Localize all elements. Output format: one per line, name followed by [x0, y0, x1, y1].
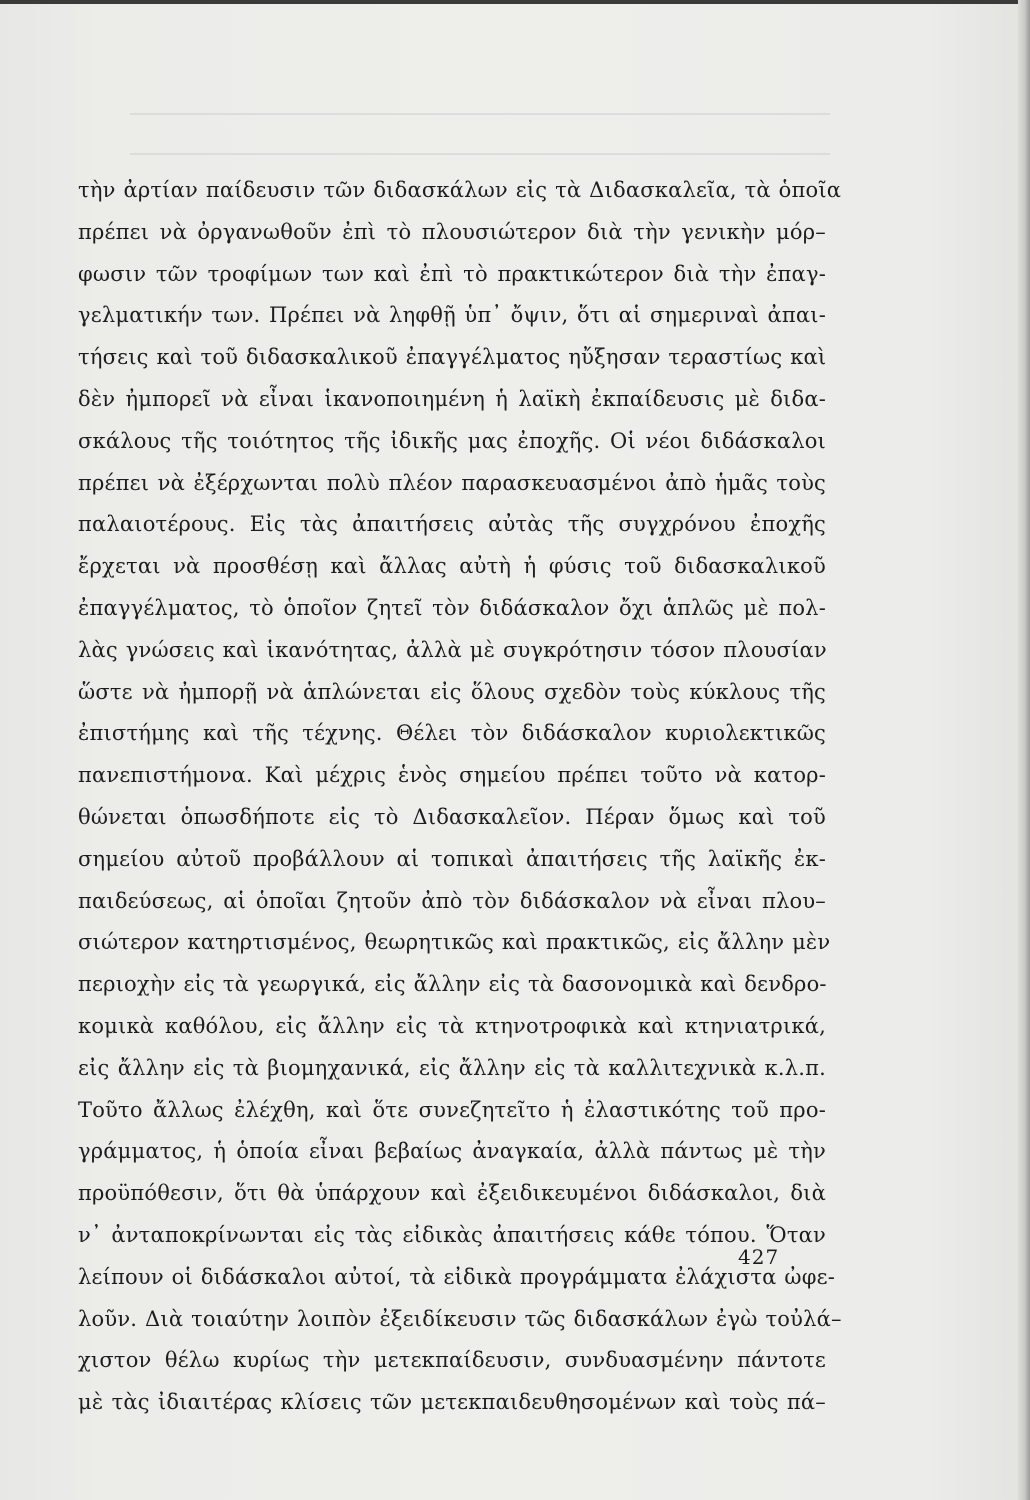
text-line-15: πανεπιστήμονα. Καὶ μέχρις ἑνὸς σημείου πρέπει τοῦτο νὰ κατορ-: [78, 763, 826, 788]
scan-top-border: [0, 0, 1030, 4]
text-line-21: κομικὰ καθόλου, εἰς ἄλλην εἰς τὰ κτηνοτροφικὰ καὶ κτηνιατρικά,: [78, 1013, 826, 1038]
text-line-10: ἔρχεται νὰ προσθέσῃ καὶ ἄλλας αὐτὴ ἡ φύσις τοῦ διδασκαλικοῦ: [78, 554, 826, 579]
text-line-7: σκάλους τῆς τοιότητος τῆς ἰδικῆς μας ἐποχῆς. Οἱ νέοι διδάσκαλοι: [78, 428, 826, 453]
text-line-6: δὲν ἠμπορεῖ νὰ εἶναι ἱκανοποιημένη ἡ λαϊκὴ ἐκπαίδευσις μὲ διδα-: [78, 386, 826, 411]
text-line-4: γελματικήν των. Πρέπει νὰ ληφθῇ ὑπ᾿ ὄψιν, ὅτι αἱ σημεριναὶ ἀπαι-: [78, 303, 826, 328]
text-line-16: θώνεται ὁπωσδήποτε εἰς τὸ Διδασκαλεῖον. Πέραν ὅμως καὶ τοῦ: [78, 804, 826, 829]
text-line-18: παιδεύσεως, αἱ ὁποῖαι ζητοῦν ἀπὸ τὸν διδάσκαλον νὰ εἶναι πλου–: [78, 888, 826, 913]
text-line-24: γράμματος, ἡ ὁποία εἶναι βεβαίως ἀναγκαία, ἀλλὰ πάντως μὲ τὴν: [78, 1139, 826, 1164]
text-line-28: λοῦν. Διὰ τοιαύτην λοιπὸν ἐξειδίκευσιν τῶς διδασκάλων ἐγὼ τοὐλά–: [78, 1306, 842, 1331]
page-edge-shadow: [1018, 0, 1030, 1500]
page-number: 427: [738, 1245, 780, 1269]
text-line-5: τήσεις καὶ τοῦ διδασκαλικοῦ ἐπαγγέλματος ηὔξησαν τεραστίως καὶ: [78, 345, 827, 370]
text-line-2: πρέπει νὰ ὀργανωθοῦν ἐπὶ τὸ πλουσιώτερον διὰ τὴν γενικὴν μόρ–: [78, 219, 826, 244]
text-line-3: φωσιν τῶν τροφίμων των καὶ ἐπὶ τὸ πρακτικώτερον διὰ τὴν ἐπαγ-: [78, 261, 826, 286]
text-line-26: ν᾿ ἀνταποκρίνωνται εἰς τὰς εἰδικὰς ἀπαιτήσεις κάθε τόπου. Ὅταν: [78, 1222, 826, 1247]
text-line-23: Τοῦτο ἄλλως ἐλέχθη, καὶ ὅτε συνεζητεῖτο ἡ ἐλαστικότης τοῦ προ-: [78, 1097, 826, 1122]
text-line-13: ὥστε νὰ ἠμπορῇ νὰ ἁπλώνεται εἰς ὅλους σχεδὸν τοὺς κύκλους τῆς: [78, 679, 826, 704]
text-line-20: περιοχὴν εἰς τὰ γεωργικά, εἰς ἄλλην εἰς τὰ δασονομικὰ καὶ δενδρο-: [78, 972, 827, 997]
text-line-25: προϋπόθεσιν, ὅτι θὰ ὑπάρχουν καὶ ἐξειδικευμένοι διδάσκαλοι, διὰ: [78, 1181, 826, 1206]
text-line-27: λείπουν οἱ διδάσκαλοι αὐτοί, τὰ εἰδικὰ προγράμματα ἐλάχιστα ὠφε-: [78, 1264, 836, 1289]
text-line-17: σημείου αὐτοῦ προβάλλουν αἱ τοπικαὶ ἀπαιτήσεις τῆς λαϊκῆς ἐκ-: [78, 846, 826, 871]
body-text: [78, 170, 842, 1424]
bleed-through-text: [130, 95, 830, 175]
text-line-19: σιώτερον κατηρτισμένος, θεωρητικῶς καὶ πρακτικῶς, εἰς ἄλλην μὲν: [78, 930, 831, 955]
text-line-9: παλαιοτέρους. Εἰς τὰς ἀπαιτήσεις αὐτὰς τῆς συγχρόνου ἐποχῆς: [78, 512, 826, 537]
text-line-22: εἰς ἄλλην εἰς τὰ βιομηχανικά, εἰς ἄλλην εἰς τὰ καλλιτεχνικὰ κ.λ.π.: [78, 1055, 826, 1080]
text-line-1: τὴν ἀρτίαν παίδευσιν τῶν διδασκάλων εἰς τὰ Διδασκαλεῖα, τὰ ὁποῖα: [78, 178, 842, 202]
text-line-14: ἐπιστήμης καὶ τῆς τέχνης. Θέλει τὸν διδάσκαλον κυριολεκτικῶς: [78, 721, 826, 746]
text-line-29: χιστον θέλω κυρίως τὴν μετεκπαίδευσιν, συνδυασμένην πάντοτε: [78, 1348, 826, 1373]
text-line-30: μὲ τὰς ἰδιαιτέρας κλίσεις τῶν μετεκπαιδευθησομένων καὶ τοὺς πά–: [78, 1390, 826, 1415]
text-line-11: ἐπαγγέλματος, τὸ ὁποῖον ζητεῖ τὸν διδάσκαλον ὄχι ἁπλῶς μὲ πολ-: [78, 595, 826, 620]
text-line-12: λὰς γνώσεις καὶ ἱκανότητας, ἀλλὰ μὲ συγκρότησιν τόσον πλουσίαν: [78, 637, 827, 662]
text-line-8: πρέπει νὰ ἐξέρχωνται πολὺ πλέον παρασκευασμένοι ἀπὸ ἡμᾶς τοὺς: [78, 470, 826, 495]
